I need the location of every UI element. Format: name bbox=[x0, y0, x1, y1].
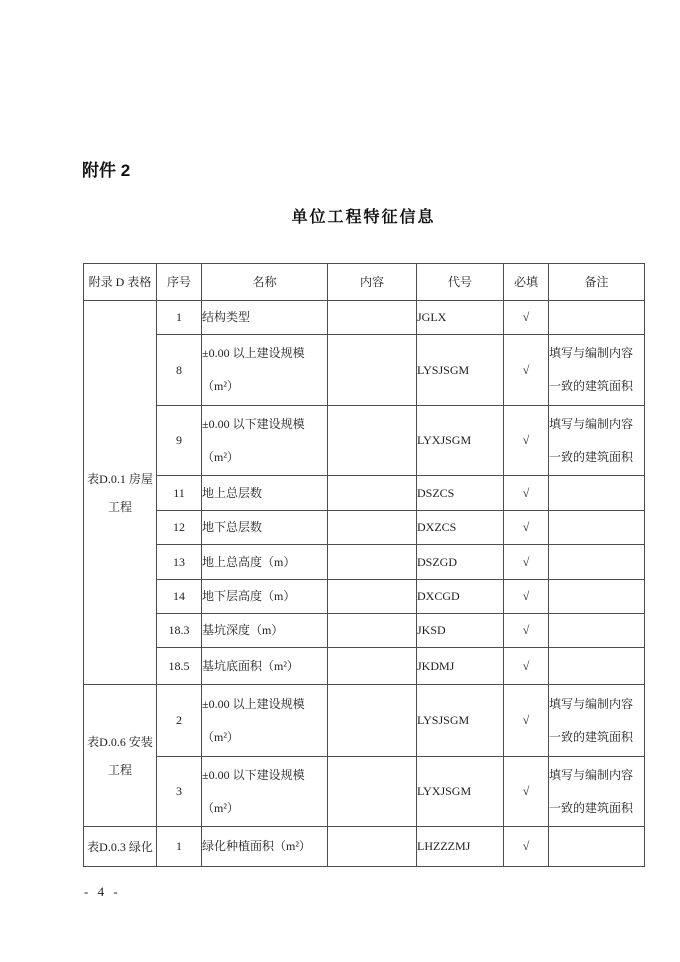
cell-name: 基坑底面积（m²） bbox=[202, 648, 328, 685]
cell-content bbox=[328, 406, 417, 476]
cell-name: 地上总高度（m） bbox=[202, 545, 328, 580]
cell-required-checkmark: √ bbox=[504, 580, 549, 614]
table-row bbox=[84, 476, 645, 511]
cell-required-checkmark: √ bbox=[504, 827, 549, 867]
cell-required-checkmark: √ bbox=[504, 757, 549, 827]
cell-remark bbox=[549, 301, 645, 335]
cell-content bbox=[328, 757, 417, 827]
table-row bbox=[84, 685, 645, 757]
cell-content bbox=[328, 476, 417, 511]
cell-content bbox=[328, 827, 417, 867]
table-row bbox=[84, 614, 645, 648]
header-code: 代号 bbox=[417, 264, 504, 301]
cell-remark: 填写与编制内容 一致的建筑面积 bbox=[549, 406, 645, 476]
cell-content bbox=[328, 614, 417, 648]
table-row bbox=[84, 406, 645, 476]
cell-name: 结构类型 bbox=[202, 301, 328, 335]
cell-name: ±0.00 以下建设规模 （m²） bbox=[202, 757, 328, 827]
cell-remark bbox=[549, 511, 645, 545]
cell-no: 8 bbox=[157, 335, 202, 406]
group-label-housing: 表D.0.1 房屋 工程 bbox=[84, 301, 157, 685]
table-row bbox=[84, 511, 645, 545]
cell-code: LYXJSGM bbox=[417, 406, 504, 476]
cell-code: DSZGD bbox=[417, 545, 504, 580]
cell-no: 9 bbox=[157, 406, 202, 476]
cell-no: 12 bbox=[157, 511, 202, 545]
cell-no: 1 bbox=[157, 827, 202, 867]
table-row bbox=[84, 335, 645, 406]
group-label-installation: 表D.0.6 安装 工程 bbox=[84, 685, 157, 827]
table-row bbox=[84, 827, 645, 867]
cell-no: 18.3 bbox=[157, 614, 202, 648]
page-title: 单位工程特征信息 bbox=[291, 209, 436, 226]
header-remark: 备注 bbox=[549, 264, 645, 301]
cell-remark bbox=[549, 580, 645, 614]
cell-required-checkmark: √ bbox=[504, 406, 549, 476]
attachment-label: 附件 2 bbox=[82, 161, 131, 180]
cell-remark bbox=[549, 614, 645, 648]
cell-content bbox=[328, 301, 417, 335]
cell-name: 地下层高度（m） bbox=[202, 580, 328, 614]
cell-remark bbox=[549, 648, 645, 685]
cell-required-checkmark: √ bbox=[504, 335, 549, 406]
cell-name: ±0.00 以上建设规模 （m²） bbox=[202, 685, 328, 757]
cell-content bbox=[328, 335, 417, 406]
cell-no: 14 bbox=[157, 580, 202, 614]
cell-no: 2 bbox=[157, 685, 202, 757]
cell-required-checkmark: √ bbox=[504, 648, 549, 685]
cell-required-checkmark: √ bbox=[504, 511, 549, 545]
cell-remark bbox=[549, 827, 645, 867]
cell-required-checkmark: √ bbox=[504, 614, 549, 648]
table-row bbox=[84, 545, 645, 580]
cell-code: DXZCS bbox=[417, 511, 504, 545]
table-header-row bbox=[84, 264, 645, 301]
table-row bbox=[84, 580, 645, 614]
header-content: 内容 bbox=[328, 264, 417, 301]
cell-name: 地上总层数 bbox=[202, 476, 328, 511]
cell-code: LHZZZMJ bbox=[417, 827, 504, 867]
table-row bbox=[84, 301, 645, 335]
cell-code: LYSJSGM bbox=[417, 335, 504, 406]
cell-name: ±0.00 以上建设规模 （m²） bbox=[202, 335, 328, 406]
table-row bbox=[84, 648, 645, 685]
cell-content bbox=[328, 511, 417, 545]
header-appendix-table: 附录 D 表格 bbox=[84, 264, 157, 301]
cell-content bbox=[328, 648, 417, 685]
header-required: 必填 bbox=[504, 264, 549, 301]
cell-name: 基坑深度（m） bbox=[202, 614, 328, 648]
cell-remark: 填写与编制内容 一致的建筑面积 bbox=[549, 685, 645, 757]
group-label-greening: 表D.0.3 绿化 bbox=[84, 827, 157, 867]
feature-info-table bbox=[83, 263, 645, 867]
cell-no: 11 bbox=[157, 476, 202, 511]
cell-name: 地下总层数 bbox=[202, 511, 328, 545]
cell-required-checkmark: √ bbox=[504, 301, 549, 335]
cell-remark: 填写与编制内容 一致的建筑面积 bbox=[549, 335, 645, 406]
cell-code: DXCGD bbox=[417, 580, 504, 614]
cell-code: JKSD bbox=[417, 614, 504, 648]
cell-remark: 填写与编制内容 一致的建筑面积 bbox=[549, 757, 645, 827]
cell-name: 绿化种植面积（m²） bbox=[202, 827, 328, 867]
cell-code: JKDMJ bbox=[417, 648, 504, 685]
cell-no: 3 bbox=[157, 757, 202, 827]
cell-code: LYXJSGM bbox=[417, 757, 504, 827]
cell-code: LYSJSGM bbox=[417, 685, 504, 757]
cell-code: DSZCS bbox=[417, 476, 504, 511]
cell-remark bbox=[549, 476, 645, 511]
cell-content bbox=[328, 580, 417, 614]
cell-code: JGLX bbox=[417, 301, 504, 335]
cell-required-checkmark: √ bbox=[504, 476, 549, 511]
cell-no: 18.5 bbox=[157, 648, 202, 685]
cell-required-checkmark: √ bbox=[504, 545, 549, 580]
table-row bbox=[84, 757, 645, 827]
cell-content bbox=[328, 685, 417, 757]
cell-required-checkmark: √ bbox=[504, 685, 549, 757]
cell-name: ±0.00 以下建设规模 （m²） bbox=[202, 406, 328, 476]
cell-no: 13 bbox=[157, 545, 202, 580]
cell-content bbox=[328, 545, 417, 580]
page-number: - 4 - bbox=[84, 884, 121, 899]
header-serial-no: 序号 bbox=[157, 264, 202, 301]
header-name: 名称 bbox=[202, 264, 328, 301]
cell-remark bbox=[549, 545, 645, 580]
cell-no: 1 bbox=[157, 301, 202, 335]
